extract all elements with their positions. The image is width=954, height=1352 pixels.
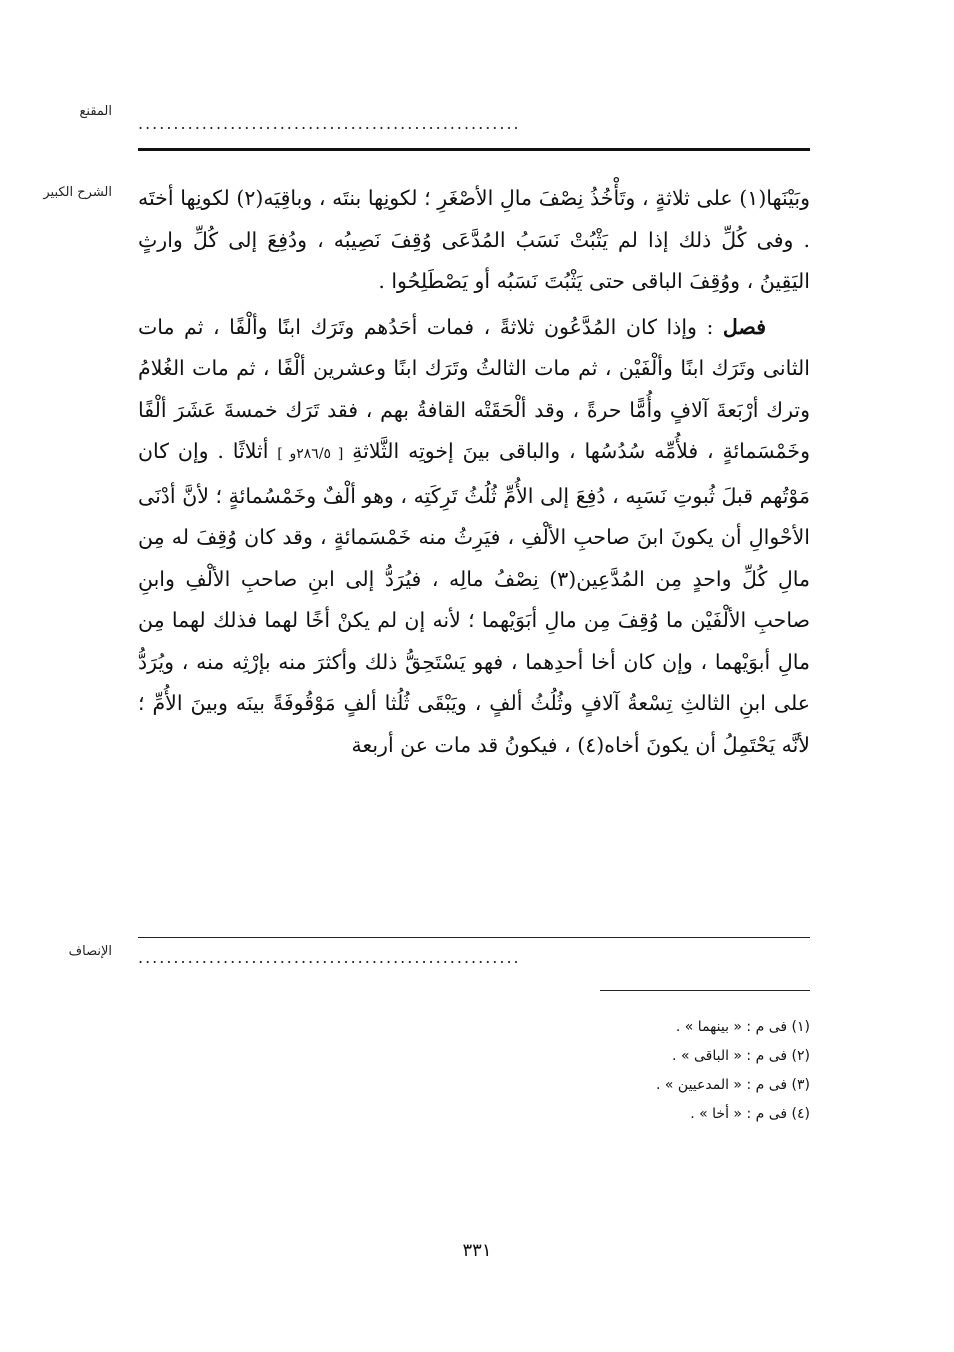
- fasl-heading: فصل: [722, 314, 766, 339]
- label-sharh-kabir: الشرح الكبير: [43, 185, 112, 200]
- footnotes: [500, 1013, 810, 1129]
- header-rule: [138, 148, 810, 151]
- footnote-4: (٤) فى م : « أخا » .: [690, 1106, 810, 1122]
- manuscript-reference: [ ٢٨٦/٥و ]: [277, 446, 344, 462]
- label-insaf: الإنصاف: [68, 944, 112, 959]
- footnote-2: (٢) فى م : « الباقى » .: [672, 1048, 810, 1064]
- paragraph-2: [138, 307, 810, 767]
- footnote-1: (١) فى م : « بينهما » .: [675, 1019, 810, 1035]
- dotted-rule-top: ......................................................: [138, 116, 521, 132]
- body-bottom-rule: [138, 937, 810, 938]
- footnote-3: (٣) فى م : « المدعيين » .: [656, 1077, 810, 1093]
- label-muqni: المقنع: [79, 104, 112, 119]
- page-number: ٣٣١: [462, 1240, 492, 1261]
- footnote-rule: [600, 990, 810, 991]
- paragraph-1: وبَيْنَها(١) على ثلاثةٍ ، وتَأْخُذُ نِصْفَ مالِ الأصْغَرِ ؛ لكونِها بنتَه ، وباقِيَه(٢) لكونِها أختَه . وفى كُلِّ ذلك إذا لم يَثْبُتْ نَسَبُ المُدَّعَى وُقِفَ نَصِيبُه ، ودُفِعَ إلى كُلِّ وارثٍ اليَقِينُ ، ووُقِفَ الباقى حتى يَثْبُتَ نَسَبُه أو يَصْطَلِحُوا .: [138, 186, 810, 293]
- paragraph-2-text-b: أثلاثًا . وإن كان مَوْتُهم قبلَ ثُبوتِ نَسَبِه ، دُفِعَ إلى الأُمِّ ثُلُثُ تَرِكَتِه ، وهو ألْفٌ وخَمْسُمائةٍ ؛ لأنَّ أدْنَى الأحْوالِ أن يكونَ ابنَ صاحبِ الألْفِ ، فيَرِثُ منه خَمْسَمائةٍ ، وقد كان وُقِفَ له مِن مالِ كُلِّ واحدٍ مِن المُدَّعِين(٣) نِصْفُ مالِه ، فيُرَدُّ إلى ابنِ صاحبِ الألْفِ وابنِ صاحبِ الألْفَيْن ما وُقِفَ مِن مالِ أبَوَيْهما ؛ لأنه إن لم يكنْ أخًا لهما فذلك لهما مِن مالِ أبوَيْهما ، وإن كان أخا أحدِهما ، فهو يَسْتَحِقُّ ذلك وأكثرَ منه بإرْثِه منه ، ويُرَدُّ على ابنِ الثالثِ تِسْعةُ آلافٍ وثُلُثُ ألفٍ ، ويَبْقَى ثُلُثا ألفٍ مَوْقُوفَةً بينَه وبينَ الأُمِّ ؛ لأنَّه يَحْتَمِلُ أن يكونَ أخاه(٤) ، فيكونُ قد مات عن أربعة: [138, 439, 810, 757]
- paragraph-2-text-a: : وإذا كان المُدَّعُون ثلاثةً ، فمات أحَدُهم وتَرَك ابنًا وألْفًا ، ثم مات الثانى وتَرَك ابنًا وألْفَيْن ، ثم مات الثالثُ وتَرَك ابنًا وعشرين ألْفًا ، ثم مات الغُلامُ وترك أرْبَعةَ آلافٍ وأُمًّا حرةً ، وقد ألْحَقَتْه القافةُ بهم ، فقد تَرَك خمسةَ عَشَرَ ألْفًا وخَمْسَمائةٍ ، فلأُمِّه سُدُسُها ، والباقى بينَ إخوتِه الثَّلاثةِ: [138, 314, 810, 463]
- main-text: [138, 178, 810, 766]
- dotted-rule-bottom: ......................................................: [138, 950, 521, 966]
